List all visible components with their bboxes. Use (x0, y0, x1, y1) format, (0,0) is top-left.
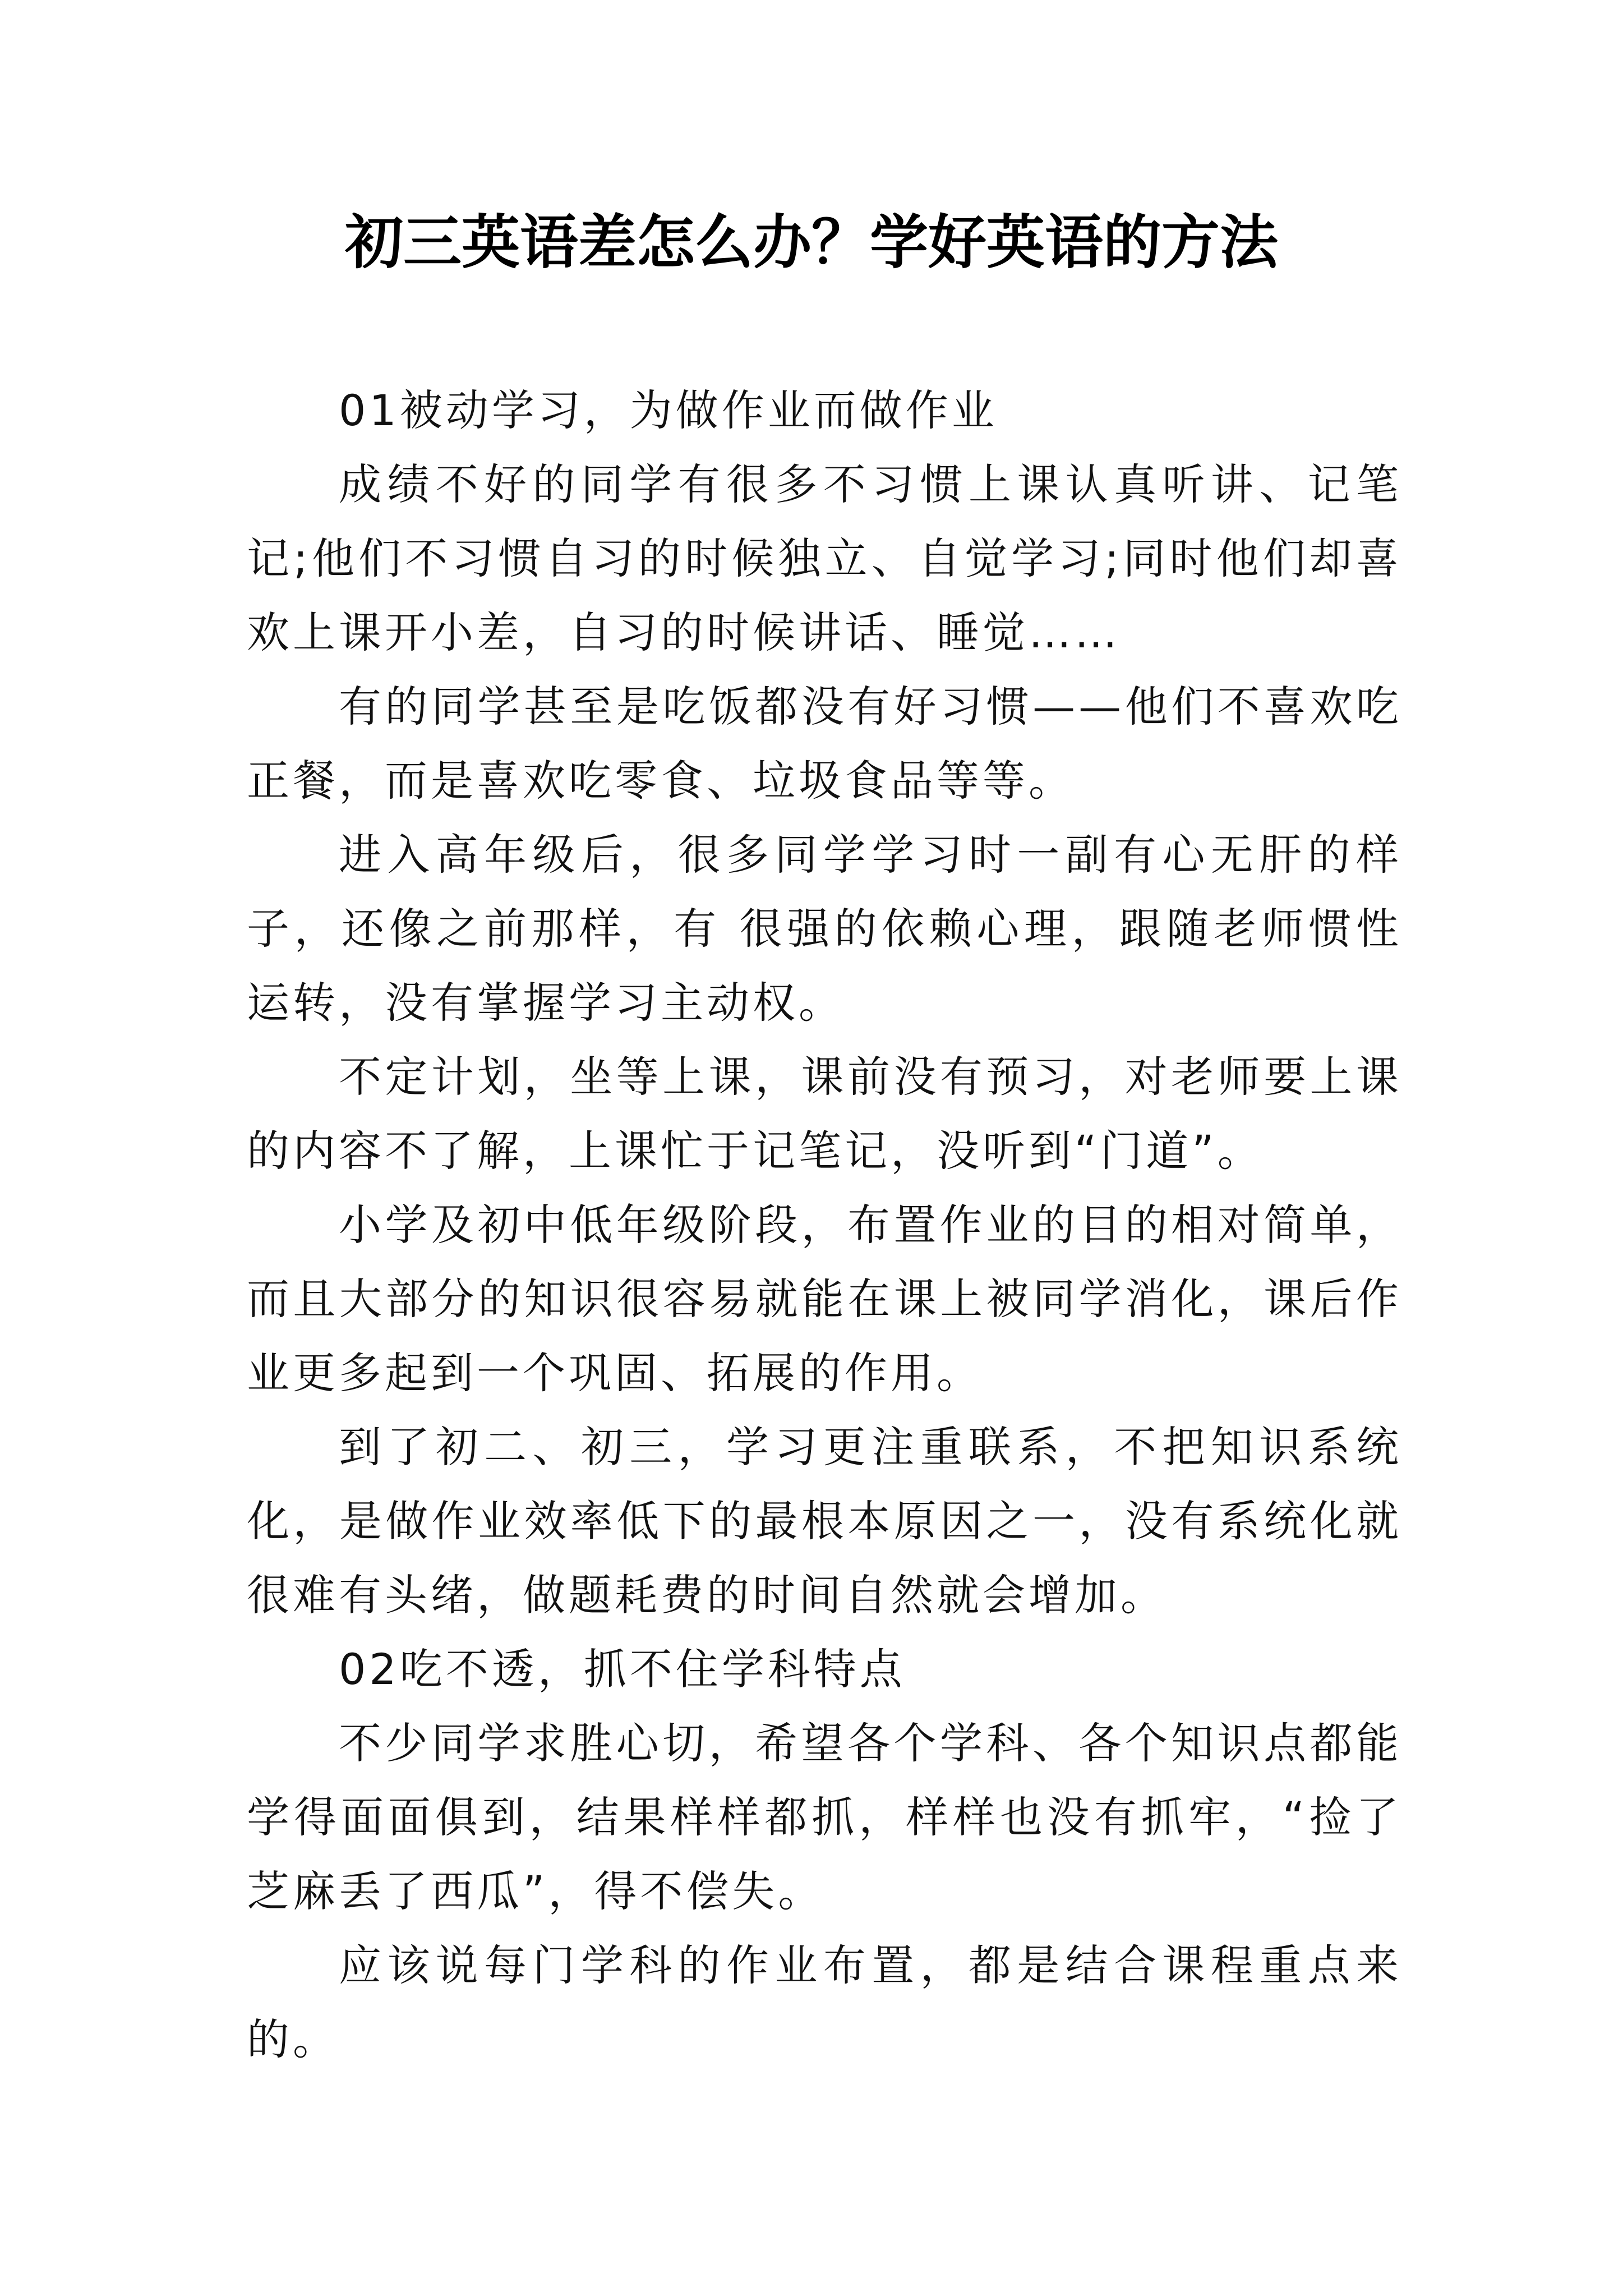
document-title: 初三英语差怎么办？学好英语的方法 (344, 208, 1278, 277)
section-heading-01: 01被动学习，为做作业而做作业 (339, 385, 998, 435)
document-body (247, 374, 1402, 2077)
paragraph: 应该说每门学科的作业布置，都是结合课程重点来的。 (247, 1940, 1402, 2064)
section-heading-02: 02吃不透，抓不住学科特点 (339, 1644, 906, 1694)
paragraph: 不少同学求胜心切，希望各个学科、各个知识点都能学得面面俱到，结果样样都抓，样样也没有抓牢，“捡了芝麻丢了西瓜”，得不偿失。 (247, 1718, 1402, 1916)
paragraph: 成绩不好的同学有很多不习惯上课认真听讲、记笔记;他们不习惯自习的时候独立、自觉学习;同时他们却喜欢上课开小差，自习的时候讲话、睡觉…… (247, 459, 1402, 657)
paragraph: 不定计划，坐等上课，课前没有预习，对老师要上课的内容不了解，上课忙于记笔记，没听到“门道”。 (247, 1052, 1402, 1176)
paragraph: 进入高年级后，很多同学学习时一副有心无肝的样子，还像之前那样，有 很强的依赖心理，跟随老师惯性运转，没有掌握学习主动权。 (247, 830, 1402, 1028)
paragraph: 到了初二、初三，学习更注重联系，不把知识系统化，是做作业效率低下的最根本原因之一，没有系统化就很难有头绪，做题耗费的时间自然就会增加。 (247, 1422, 1402, 1620)
paragraph: 有的同学甚至是吃饭都没有好习惯——他们不喜欢吃正餐，而是喜欢吃零食、垃圾食品等等。 (247, 682, 1402, 806)
paragraph: 小学及初中低年级阶段，布置作业的目的相对简单，而且大部分的知识很容易就能在课上被同学消化，课后作业更多起到一个巩固、拓展的作用。 (247, 1200, 1402, 1398)
